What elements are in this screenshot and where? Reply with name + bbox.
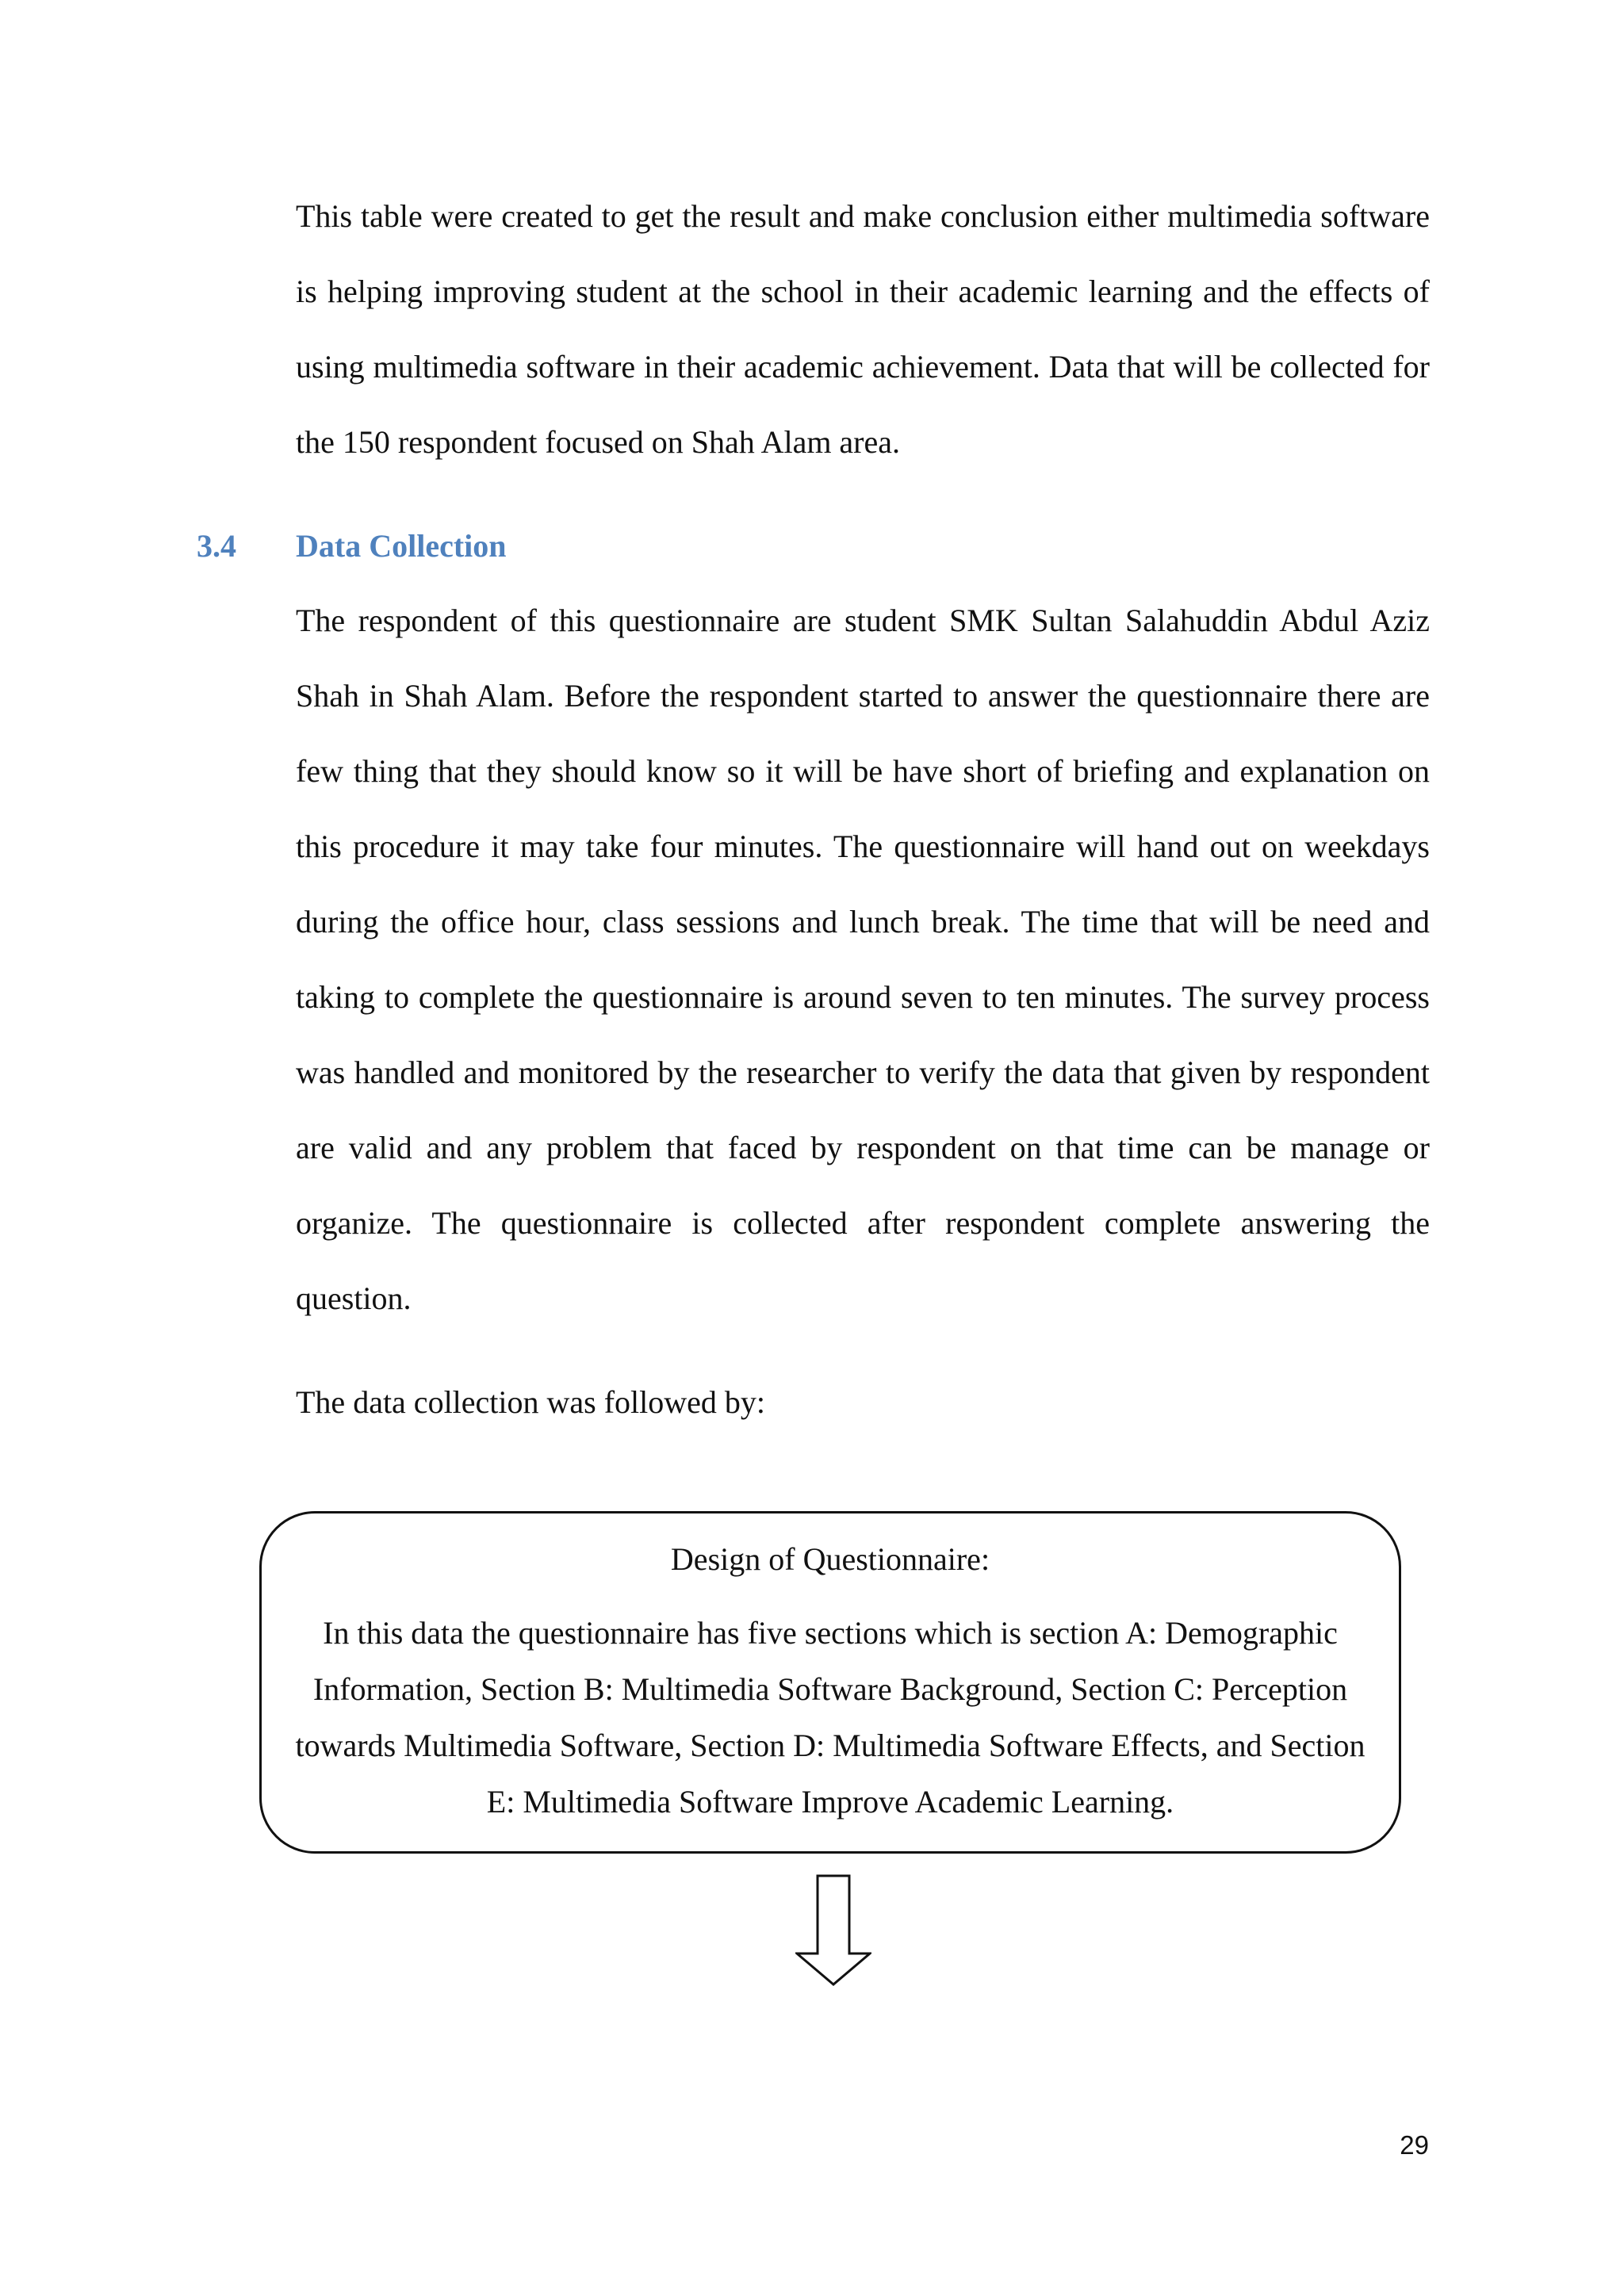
section-number: 3.4 [197, 528, 236, 564]
section-title: Data Collection [296, 528, 507, 564]
section-heading [197, 508, 507, 584]
intro-paragraph: This table were created to get the result and make conclusion either multimedia software is helping improving student at the school in their academic learning and the effects of using multimedia software in their academic achievement. Data that will be collected for the 150 respondent focused on Shah Alam area. [296, 198, 1430, 460]
flow-box-title: Design of Questionnaire: [670, 1541, 990, 1577]
questionnaire-design-box [259, 1511, 1401, 1854]
data-collection-paragraph: The respondent of this questionnaire are student SMK Sultan Salahuddin Abdul Aziz Shah in Shah Alam. Before the respondent started to answer the questionnaire there are few thing that they should know so it will be have short of briefing and explanation on this procedure it may take four minutes. The questionnaire will hand out on weekdays during the office hour, class sessions and lunch break. The time that will be need and taking to complete the questionnaire is around seven to ten minutes. The survey process was handled and monitored by the researcher to verify the data that given by respondent are valid and any problem that faced by respondent on that time can be manage or organize. The questionnaire is collected after respondent complete answering the question. [296, 603, 1430, 1316]
page-number: 29 [1400, 2130, 1429, 2160]
down-arrow-icon [795, 1874, 871, 1987]
flow-box-body: In this data the questionnaire has five sections which is section A: Demographic Information, Section B: Multimedia Software Background, Section C: Perception towards Multimedia Software, Section D: Multimedia Software Effects, and Section E: Multimedia Software Improve Academic Learning. [295, 1615, 1365, 1820]
followed-by-paragraph: The data collection was followed by: [296, 1384, 766, 1420]
